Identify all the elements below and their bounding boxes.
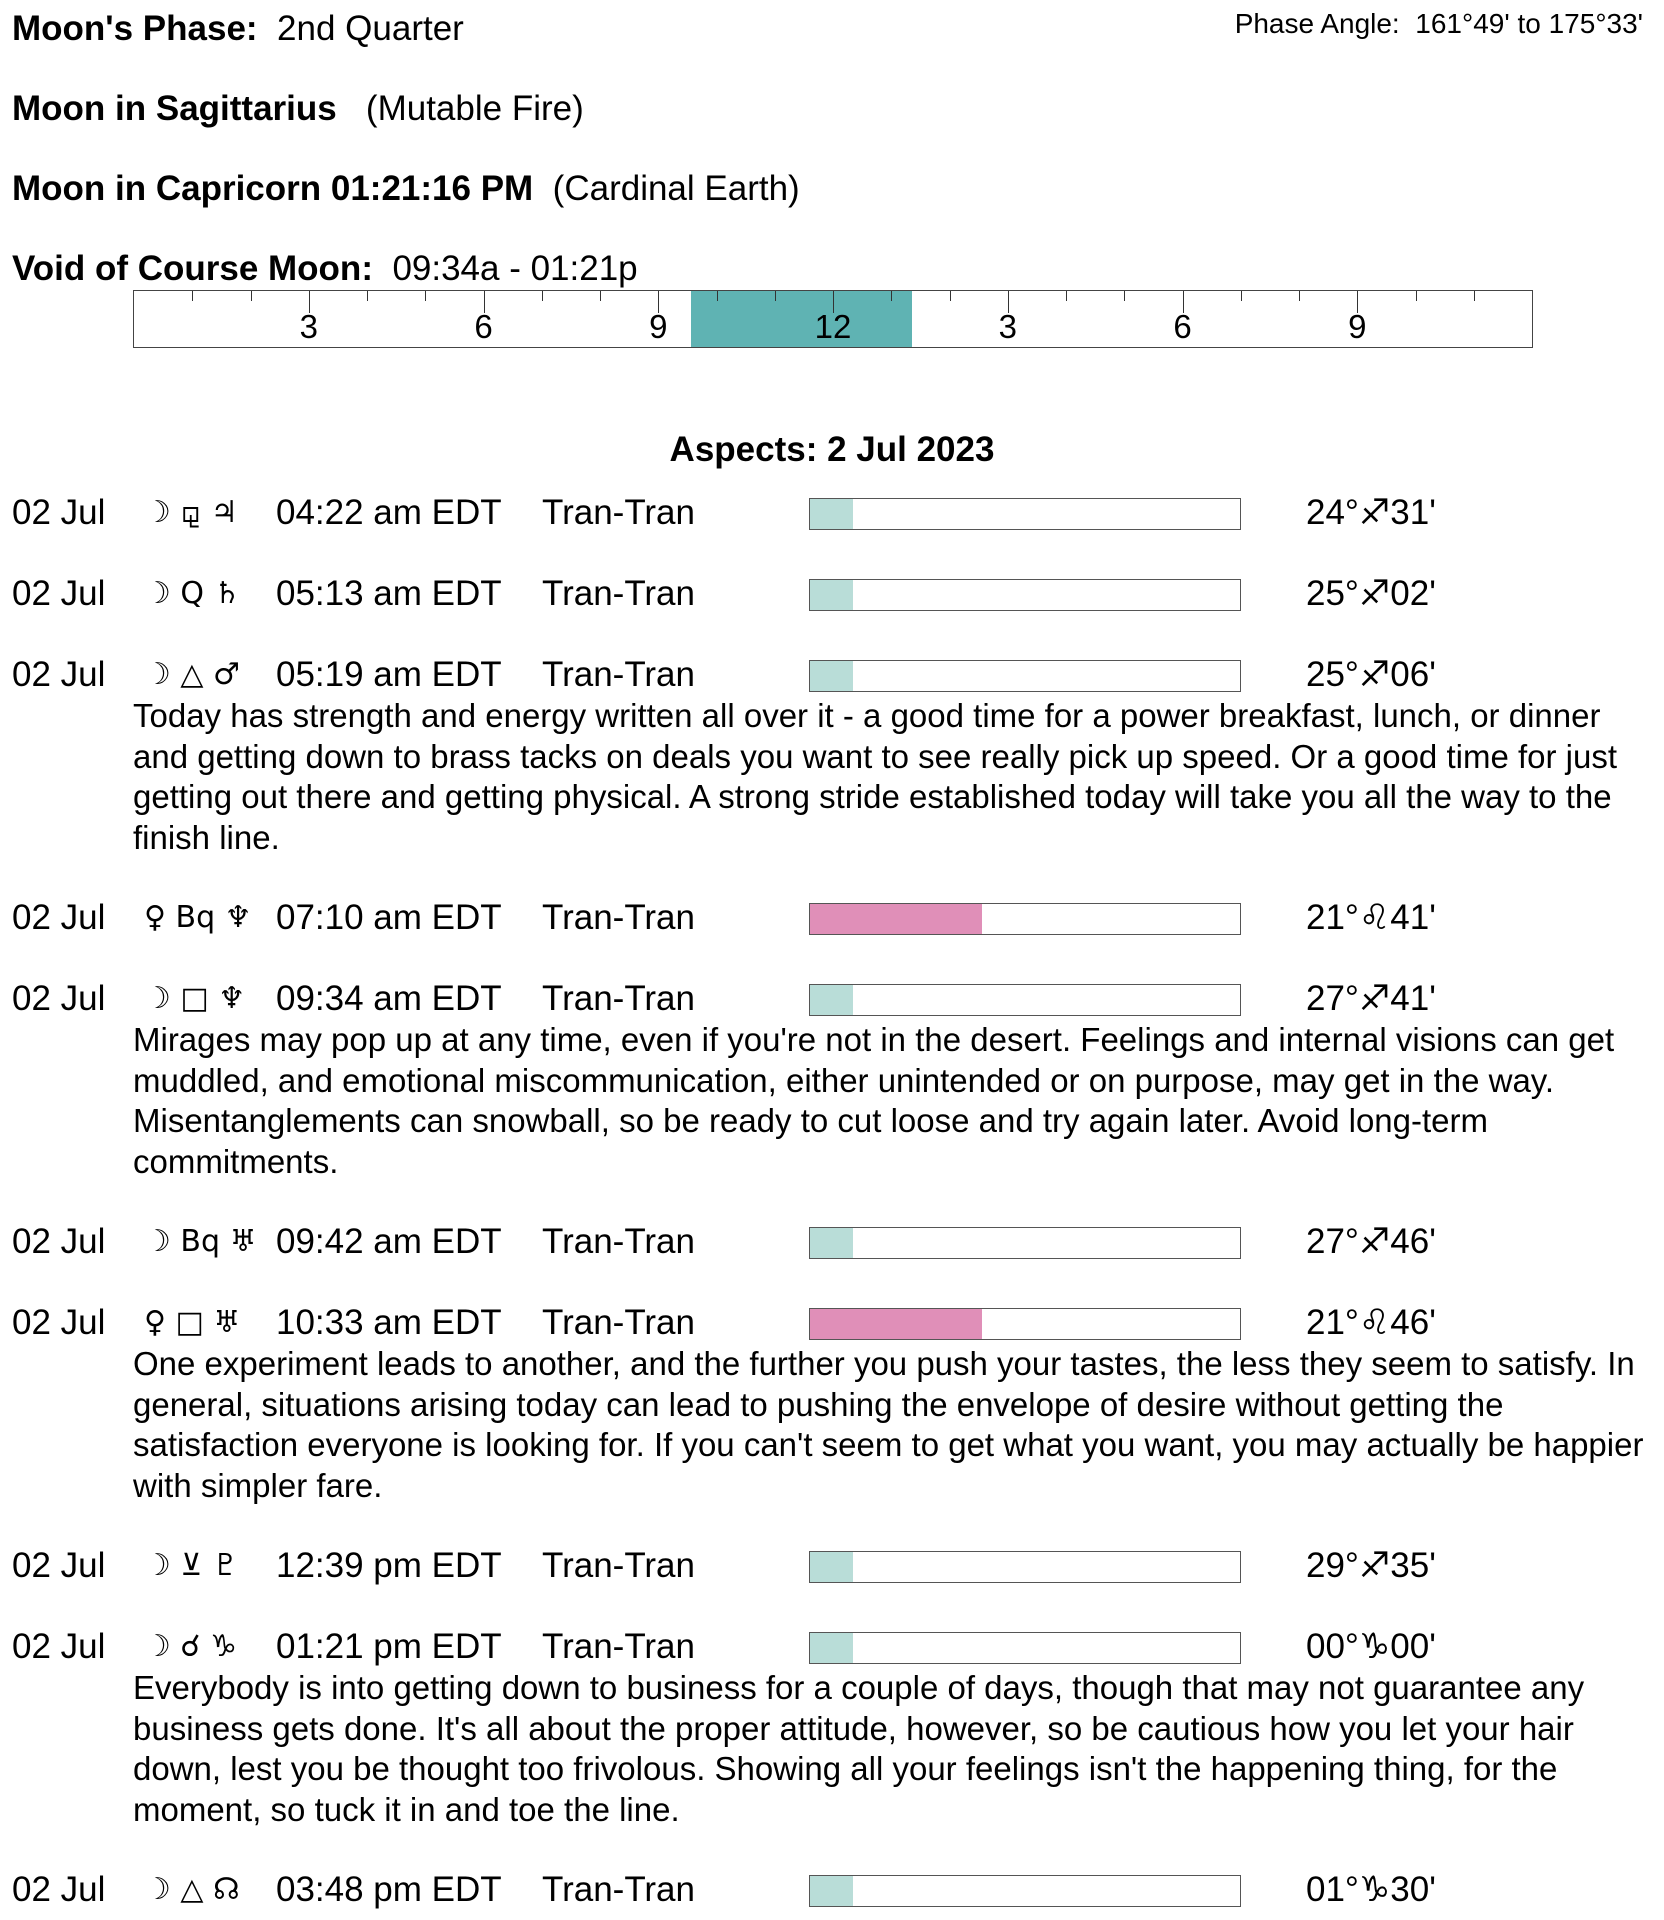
strength-bar [809,984,1241,1016]
strength-bar-fill [810,1552,853,1582]
moon-ingress-line [12,168,800,210]
aspect-glyphs: ☽ ⚼ ♃ [144,495,238,530]
aspect-glyphs: ☽ ☌ ♑ [144,1629,238,1664]
strength-bar [809,498,1241,530]
aspect-date: 02 Jul [12,1222,106,1261]
timeline-tick [425,291,426,301]
aspect-entry [12,1545,1652,1587]
timeline-hour-label: 9 [1348,308,1367,345]
timeline-tick [1416,291,1417,301]
aspect-position: 27°♐46' [1306,1222,1436,1261]
aspect-time: 05:19 am EDT [276,655,502,694]
aspect-entry [12,897,1652,939]
aspect-glyphs: ☽ Bq ♅ [144,1224,257,1259]
timeline-tick [542,291,543,301]
aspect-position: 27°♐41' [1306,979,1436,1018]
timeline-tick [192,291,193,301]
voc-label: Void of Course Moon: [12,249,373,288]
aspect-type: Tran-Tran [542,574,695,613]
moon-sign-label: Moon in Sagittarius [12,89,337,128]
aspect-time: 01:21 pm EDT [276,1627,502,1666]
aspect-date: 02 Jul [12,1303,106,1342]
aspect-glyphs: ☽ □ ♆ [144,981,246,1016]
phase-angle-line [1235,8,1643,40]
aspect-entry [12,492,1652,534]
day-timeline [133,290,1533,348]
strength-bar-fill [810,1876,853,1906]
aspect-date: 02 Jul [12,1627,106,1666]
timeline-tick [1066,291,1067,301]
strength-bar [809,1875,1241,1907]
aspect-type: Tran-Tran [542,1627,695,1666]
aspects-title: Aspects: 2 Jul 2023 [669,430,995,469]
aspect-date: 02 Jul [12,493,106,532]
aspect-glyphs: ☽ △ ☊ [144,1872,240,1907]
aspect-type: Tran-Tran [542,898,695,937]
aspect-entry [12,1626,1652,1830]
aspect-time: 03:48 pm EDT [276,1870,502,1909]
aspect-glyphs: ♀ □ ♅ [144,1305,241,1340]
aspect-glyphs: ☽ ⊻ ♇ [144,1548,239,1583]
timeline-tick [950,291,951,301]
strength-bar [809,1227,1241,1259]
aspect-type: Tran-Tran [542,493,695,532]
void-of-course-line [12,248,638,290]
strength-bar [809,903,1241,935]
aspect-position: 29°♐35' [1306,1546,1436,1585]
timeline-tick [1474,291,1475,301]
moon-phase-label: Moon's Phase: [12,9,258,48]
strength-bar-fill [810,580,853,610]
aspect-type: Tran-Tran [542,979,695,1018]
aspect-type: Tran-Tran [542,1303,695,1342]
aspect-type: Tran-Tran [542,655,695,694]
aspect-position: 24°♐31' [1306,493,1436,532]
void-of-course-span [691,291,911,347]
voc-value: 09:34a - 01:21p [392,249,638,288]
timeline-tick [717,291,718,301]
strength-bar [809,1551,1241,1583]
aspect-description: One experiment leads to another, and the further you push your tastes, the less they seem to satisfy. In general, situations arising today can lead to pushing the envelope of desire without getting the satisfaction everyone is looking for. If you can't seem to get what you want, you may actually be happier with simpler fare. [133,1345,1644,1504]
aspect-entry [12,1302,1652,1506]
phase-angle-value: 161°49' to 175°33' [1415,8,1643,39]
strength-bar [809,579,1241,611]
aspect-time: 04:22 am EDT [276,493,502,532]
strength-bar-fill [810,904,982,934]
aspect-entry [12,978,1652,1182]
aspect-glyphs: ☽ Q ♄ [144,576,241,611]
aspect-time: 09:34 am EDT [276,979,502,1018]
aspect-position: 25°♐02' [1306,574,1436,613]
moon-ingress-quality: (Cardinal Earth) [552,169,800,208]
moon-sign-line [12,88,584,130]
aspect-entry [12,573,1652,615]
aspect-description: Everybody is into getting down to business for a couple of days, though that may not guarantee any business gets done. It's all about the proper attitude, however, so be cautious how you let your hair down, lest you be thought too frivolous. Showing all your feelings isn't the happening thing, for the moment, so tuck it in and toe the line. [133,1669,1585,1828]
timeline-hour-label: 6 [474,308,493,345]
aspect-date: 02 Jul [12,898,106,937]
aspect-type: Tran-Tran [542,1222,695,1261]
aspect-time: 07:10 am EDT [276,898,502,937]
timeline-tick [891,291,892,301]
timeline-tick [1241,291,1242,301]
aspect-time: 12:39 pm EDT [276,1546,502,1585]
timeline-tick [600,291,601,301]
aspect-entry [12,1221,1652,1263]
strength-bar-fill [810,499,853,529]
timeline-tick [367,291,368,301]
timeline-tick [1124,291,1125,301]
aspect-description: Mirages may pop up at any time, even if you're not in the desert. Feelings and internal visions can get muddled, and emotional miscommunication, either unintended or on purpose, may get in the way. Misentanglements can snowball, so be ready to cut loose and try again later. Avoid long-term commitments. [133,1021,1615,1180]
aspect-entry [12,654,1652,858]
strength-bar [809,660,1241,692]
moon-sign-quality: (Mutable Fire) [365,89,584,128]
aspect-date: 02 Jul [12,1546,106,1585]
strength-bar-fill [810,985,853,1015]
strength-bar [809,1632,1241,1664]
strength-bar [809,1308,1241,1340]
aspect-position: 25°♐06' [1306,655,1436,694]
aspect-position: 21°♌41' [1306,898,1436,937]
moon-phase-value: 2nd Quarter [277,9,464,48]
aspect-position: 21°♌46' [1306,1303,1436,1342]
timeline-tick [775,291,776,301]
timeline-tick [1299,291,1300,301]
aspect-type: Tran-Tran [542,1870,695,1909]
aspect-type: Tran-Tran [542,1546,695,1585]
timeline-hour-label: 12 [814,308,852,345]
timeline-hour-label: 6 [1173,308,1192,345]
strength-bar-fill [810,661,853,691]
aspect-position: 00°♑00' [1306,1627,1436,1666]
aspect-time: 10:33 am EDT [276,1303,502,1342]
aspect-time: 05:13 am EDT [276,574,502,613]
moon-phase-line [12,8,464,50]
timeline-tick [251,291,252,301]
aspect-glyphs: ♀ Bq ♆ [144,900,252,935]
strength-bar-fill [810,1633,853,1663]
phase-angle-label: Phase Angle: [1234,8,1400,39]
moon-ingress-label: Moon in Capricorn 01:21:16 PM [12,169,534,208]
strength-bar-fill [810,1309,982,1339]
aspect-position: 01°♑30' [1306,1870,1436,1909]
aspect-date: 02 Jul [12,979,106,1018]
aspect-date: 02 Jul [12,1870,106,1909]
aspect-entry [12,1869,1652,1911]
aspect-date: 02 Jul [12,574,106,613]
strength-bar-fill [810,1228,853,1258]
aspect-description: Today has strength and energy written all over it - a good time for a power breakfast, lunch, or dinner and getting down to brass tacks on deals you want to see really pick up speed. Or a good time for just getting out there and getting physical. A strong stride established today will take you all the way to the finish line. [133,697,1618,856]
aspect-date: 02 Jul [12,655,106,694]
aspect-glyphs: ☽ △ ♂ [144,657,240,692]
timeline-hour-label: 3 [998,308,1017,345]
aspect-time: 09:42 am EDT [276,1222,502,1261]
timeline-hour-label: 9 [649,308,668,345]
timeline-hour-label: 3 [299,308,318,345]
